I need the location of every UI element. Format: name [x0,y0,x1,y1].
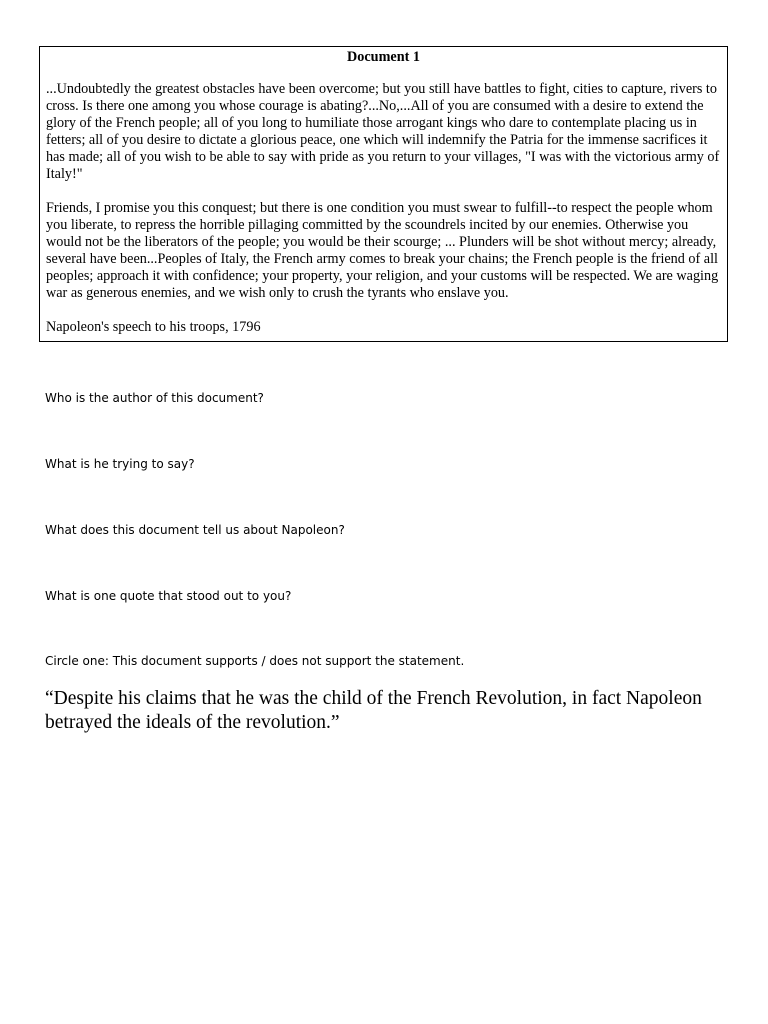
document-excerpt-box [39,46,728,342]
document-paragraph-1: ...Undoubtedly the greatest obstacles have been overcome; but you still have battles to fight, cities to capture, rivers to cross. Is there one among you whose courage is abating?...No,...All of you are consumed with a desire to extend the glory of the French people; all of you long to humiliate those arrogant kings who dare to contemplate placing us in fetters; all of you desire to dictate a glorious peace, one which will indemnify the Patria for the immense sacrifices it has made; all of you wish to be able to say with pride as you return to your villages, "I was with the victorious army of Italy!" [46,81,720,182]
document-paragraph-2: Friends, I promise you this conquest; but there is one condition you must swear to fulfill--to respect the people whom you liberate, to repress the horrible pillaging committed by the scoundrels incited by our enemies. Otherwise you would not be the liberators of the people; you would be their scourge; ... Plunders will be shot without mercy; already, several have been...Peoples of Italy, the French army comes to break your chains; the French people is the friend of all peoples; approach it with confidence; your property, your religion, and your customs will be respected. We are waging war as generous enemies, and we wish only to crush the tyrants who enslave you. [46,200,719,301]
document-source: Napoleon's speech to his troops, 1796 [46,319,261,335]
question-quote: What is one quote that stood out to you? [45,589,292,603]
document-title: Document 1 [347,49,420,65]
question-about-napoleon: What does this document tell us about Napoleon? [45,523,345,537]
statement-quote: “Despite his claims that he was the child of the French Revolution, in fact Napoleon betrayed the ideals of the revolution.” [45,688,702,733]
question-meaning: What is he trying to say? [45,457,195,471]
question-author: Who is the author of this document? [45,391,264,405]
question-circle-one: Circle one: This document supports / does not support the statement. [45,654,465,668]
